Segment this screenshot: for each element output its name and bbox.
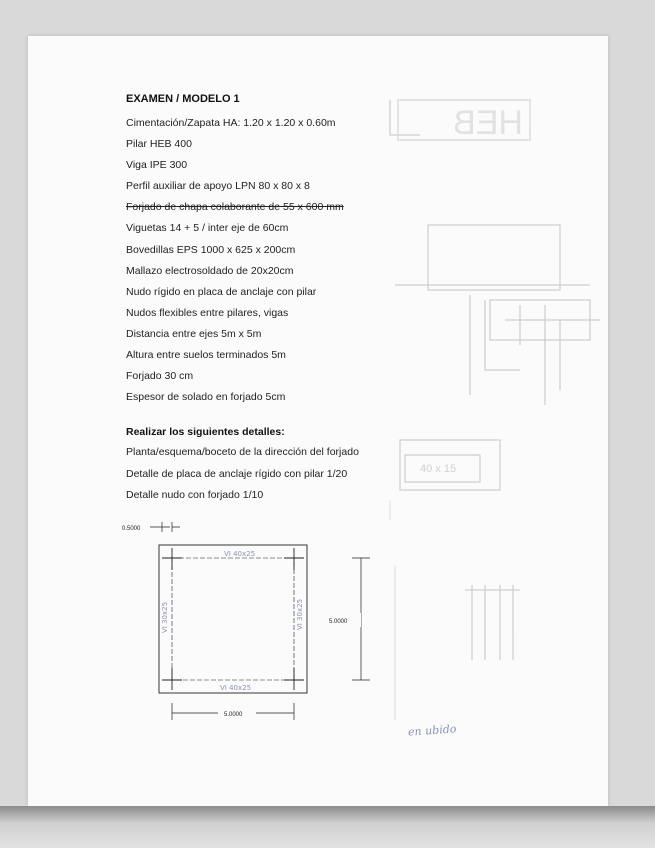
spec-list (126, 116, 426, 411)
spec-item-flooring: Espesor de solado en forjado 5cm (126, 391, 286, 404)
beam-bottom-label: VI 40x25 (220, 684, 252, 692)
spec-item-foundation: Cimentación/Zapata HA: 1.20 x 1.20 x 0.60m (126, 117, 336, 129)
spec-item-aux-profile: Perfil auxiliar de apoyo LPN 80 x 80 x 8 (126, 180, 310, 193)
dim-vertical-label: 5.0000 (329, 619, 348, 625)
spec-item-slab-deck: Forjado de chapa colaborante de 55 x 600 mm (126, 201, 344, 214)
spec-item-vaults: Bovedillas EPS 1000 x 625 x 200cm (126, 243, 296, 256)
task-list (126, 445, 426, 510)
handwritten-note: en ubido (407, 722, 457, 739)
task-item-plan: Planta/esquema/boceto de la dirección del forjado (126, 446, 359, 459)
scanner-edge (0, 806, 655, 848)
plan-inner-line (172, 558, 294, 680)
spec-item-flexible-nodes: Nudos flexibles entre pilares, vigas (126, 306, 289, 319)
bleed-box-text: 40 x 15 (420, 463, 457, 475)
spec-item-rigid-node: Nudo rígido en placa de anclaje con pilar (126, 285, 317, 298)
spec-item-beam: Viga IPE 300 (126, 159, 188, 172)
beam-right-label: VI 30x25 (296, 598, 304, 630)
task-item-slab-node: Detalle nudo con forjado 1/10 (126, 489, 264, 502)
beam-left-label: VI 30x25 (161, 601, 169, 633)
spec-item-axis-distance: Distancia entre ejes 5m x 5m (126, 327, 262, 340)
beam-top-label: VI 40x25 (224, 550, 256, 558)
spec-item-joists: Viguetas 14 + 5 / inter eje de 60cm (126, 222, 289, 235)
bleed-heb-text: HEB (453, 104, 523, 142)
dim-horizontal-label: 5.0000 (224, 712, 243, 718)
floor-plan-drawing (120, 518, 380, 728)
exam-content (126, 92, 426, 510)
spec-item-slab-thickness: Forjado 30 cm (126, 370, 194, 383)
dim-offset-label: 0.5000 (122, 526, 141, 532)
task-item-anchor-plate: Detalle de placa de anclaje rígido con pilar 1/20 (126, 467, 348, 480)
plan-outline (159, 545, 307, 693)
spec-item-floor-height: Altura entre suelos terminados 5m (126, 349, 286, 362)
exam-title: EXAMEN / MODELO 1 (126, 93, 240, 105)
spec-item-mesh: Mallazo electrosoldado de 20x20cm (126, 264, 294, 277)
tasks-title: Realizar los siguientes detalles: (126, 426, 285, 439)
spec-item-column: Pilar HEB 400 (126, 138, 192, 151)
